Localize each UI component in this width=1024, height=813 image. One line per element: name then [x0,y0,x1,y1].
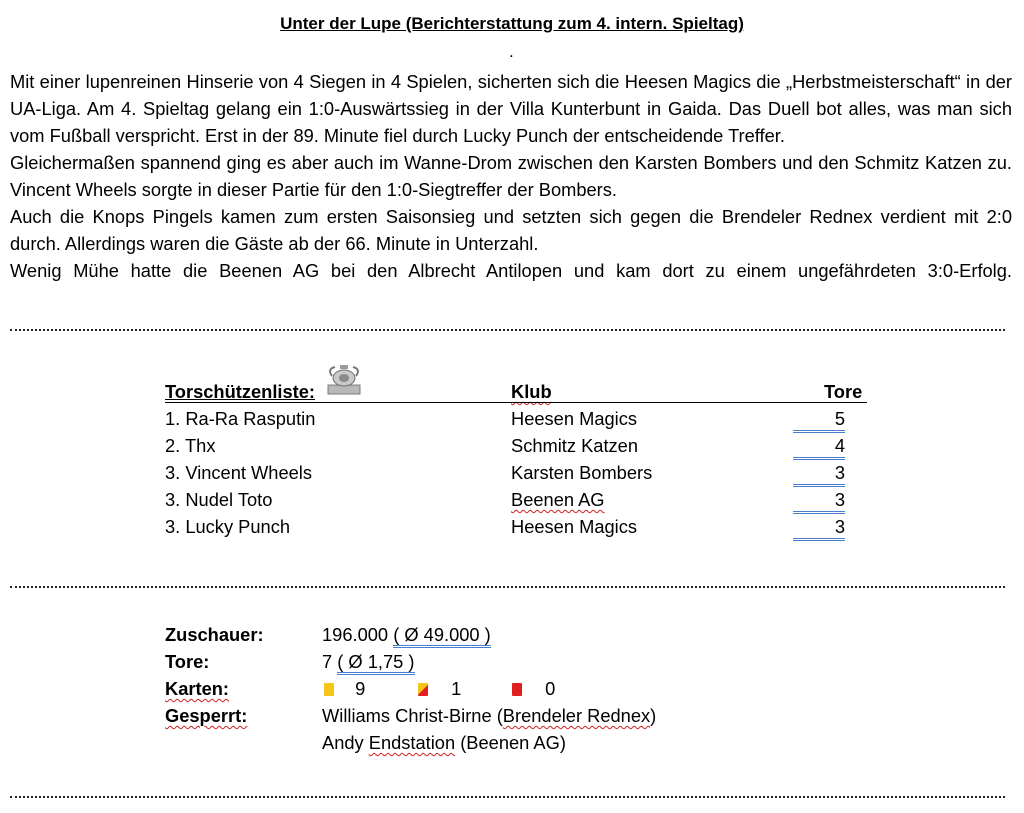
scorer-club: Beenen AG [511,489,605,510]
paragraph-1: Mit einer lupenreinen Hinserie von 4 Siegen in 4 Spielen, sicherten sich die Heesen Magics die „Herbstmeisterschaft“ in der UA-Liga. Am 4. Spieltag gelang ein 1:0-Auswärtssieg in der Villa Kunterbunt in Gaida. Das Duell bot alles, was man sich vom Fußball verspricht. Erst in der 89. Minute fiel durch Lucky Punch der entscheidende Treffer. [10,71,1012,146]
scorer-name: 3. Nudel Toto [165,489,273,510]
zuschauer-value: 196.000 ( Ø 49.000 ) [322,624,491,646]
gesperrt-label: Gesperrt: [165,705,248,726]
zuschauer-label: Zuschauer: [165,624,264,645]
scorer-name: 1. Ra-Ra Rasputin [165,408,316,429]
table-header-line [165,402,867,403]
paragraph-2: Gleichermaßen spannend ging es aber auch im Wanne-Drom zwischen den Karsten Bombers und den Schmitz Katzen zu. Vincent Wheels sorgte in dieser Partie für den 1:0-Siegtreffer der Bombers. [10,152,1012,200]
dotted-separator [10,796,1005,798]
yellow-red-card-count: 1 [418,678,461,700]
scorers-header-club: Klub [511,381,552,402]
karten-label: Karten: [165,678,229,699]
red-card-icon [512,683,522,696]
yellow-red-card-icon [418,683,428,696]
suspended-player: Andy Endstation (Beenen AG) [322,732,566,753]
tore-label: Tore: [165,651,210,672]
tore-value: 7 ( Ø 1,75 ) [322,651,415,673]
scorer-name: 3. Vincent Wheels [165,462,313,483]
scorer-goals: 4 [793,435,845,460]
paragraph-4: Wenig Mühe hatte die Beenen AG bei den Albrecht Antilopen und kam dort zu einem ungefährdeten 3:0-Erfolg. [10,260,1012,281]
report-text [10,68,1012,284]
suspended-player: Williams Christ-Birne (Brendeler Rednex) [322,705,657,726]
scorer-goals: 3 [793,489,845,514]
page-title: Unter der Lupe (Berichterstattung zum 4. intern. Spieltag) [280,14,744,33]
red-card-count: 0 [512,678,555,700]
yellow-card-icon [324,683,334,696]
scorer-name: 2. Thx [165,435,216,456]
scorer-name: 3. Lucky Punch [165,516,290,537]
paragraph-3: Auch die Knops Pingels kamen zum ersten Saisonsieg und setzten sich gegen die Brendeler Rednex verdient mit 2:0 durch. Allerdings waren die Gäste ab der 66. Minute in Unterzahl. [10,206,1012,254]
scorer-goals: 3 [793,516,845,541]
scorer-club: Schmitz Katzen [511,435,639,456]
scorer-club: Karsten Bombers [511,462,653,483]
scorer-club: Heesen Magics [511,516,637,537]
scorers-header-goals: Tore [824,381,863,402]
dotted-separator [10,586,1005,588]
trophy-icon [325,363,363,397]
scorer-club: Heesen Magics [511,408,637,429]
scorers-header-name: Torschützenliste: [165,381,315,402]
scorer-goals: 3 [793,462,845,487]
dot-mark: . [509,42,514,61]
yellow-card-count: 9 [324,678,365,700]
scorer-goals: 5 [793,408,845,433]
dotted-separator [10,329,1005,331]
